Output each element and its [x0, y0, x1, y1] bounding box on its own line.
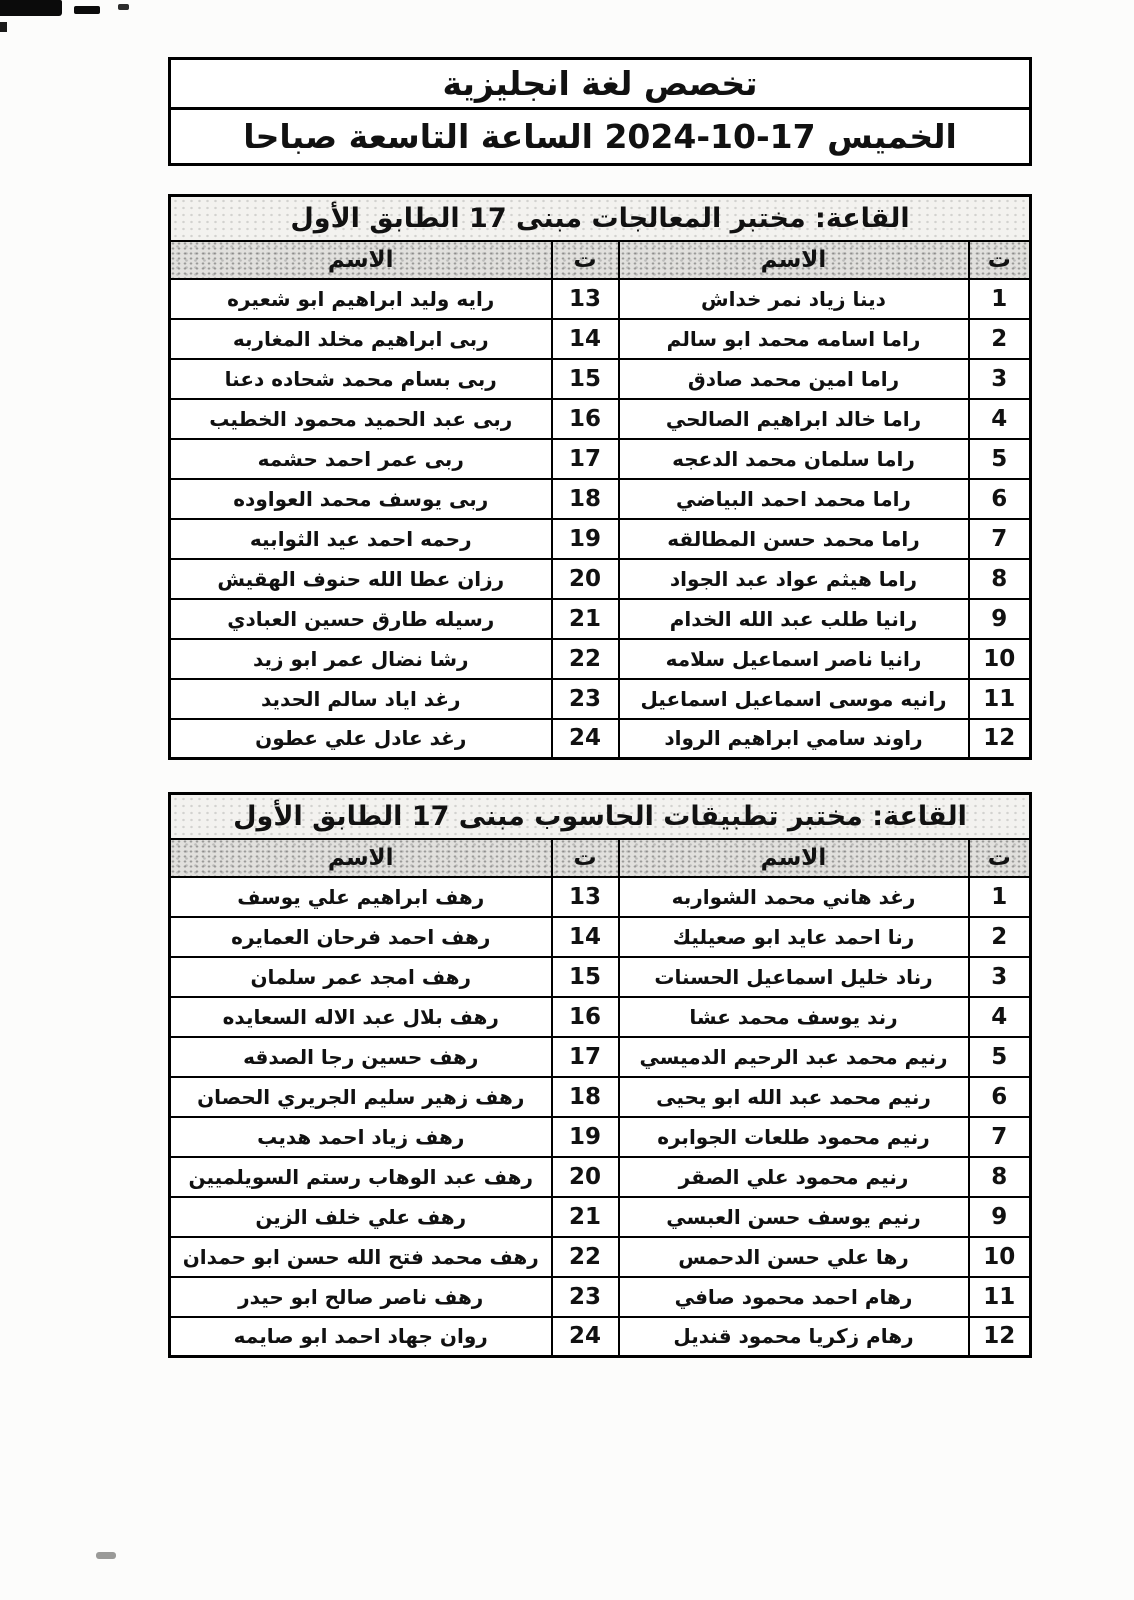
student-name: راما محمد حسن المطالقه: [619, 519, 969, 559]
col-header-name: الاسم: [619, 241, 969, 279]
seat-number: 4: [969, 997, 1031, 1037]
student-name: رها علي حسن الدحمس: [619, 1237, 969, 1277]
seat-number: 13: [552, 279, 619, 319]
col-header-num: ت: [552, 241, 619, 279]
seat-number: 10: [969, 639, 1031, 679]
seat-number: 14: [552, 917, 619, 957]
table-row: [170, 439, 1031, 479]
student-name: رهام زكريا محمود قنديل: [619, 1317, 969, 1357]
table-row: [170, 559, 1031, 599]
student-name: رهف ناصر صالح ابو حيدر: [170, 1277, 552, 1317]
seat-number: 8: [969, 559, 1031, 599]
student-name: رهف احمد فرحان العمايره: [170, 917, 552, 957]
seat-number: 9: [969, 1197, 1031, 1237]
student-name: ربى عمر احمد حشمه: [170, 439, 552, 479]
student-name: ربى ابراهيم مخلد المغاربه: [170, 319, 552, 359]
col-header-name: الاسم: [170, 241, 552, 279]
seat-number: 21: [552, 1197, 619, 1237]
student-name: راما اسامه محمد ابو سالم: [619, 319, 969, 359]
student-name: رغد اياد سالم الحديد: [170, 679, 552, 719]
student-name: رهف حسين رجا الصدقه: [170, 1037, 552, 1077]
seat-number: 10: [969, 1237, 1031, 1277]
seat-number: 20: [552, 559, 619, 599]
seat-number: 16: [552, 997, 619, 1037]
scan-artifact: [118, 4, 129, 10]
col-header-num: ت: [552, 839, 619, 877]
student-name: رناد خليل اسماعيل الحسنات: [619, 957, 969, 997]
seat-number: 9: [969, 599, 1031, 639]
seat-number: 24: [552, 719, 619, 759]
table-row: [170, 359, 1031, 399]
seat-number: 24: [552, 1317, 619, 1357]
student-name: ربى عبد الحميد محمود الخطيب: [170, 399, 552, 439]
student-name: رهف ابراهيم علي يوسف: [170, 877, 552, 917]
student-name: رانيه موسى اسماعيل اسماعيل: [619, 679, 969, 719]
scan-artifact: [96, 1552, 116, 1559]
student-name: روان جهاد احمد ابو صايمه: [170, 1317, 552, 1357]
seat-number: 2: [969, 319, 1031, 359]
student-name: راما هيثم عواد عبد الجواد: [619, 559, 969, 599]
col-header-name: الاسم: [170, 839, 552, 877]
student-name: رند يوسف محمد عشا: [619, 997, 969, 1037]
seat-number: 19: [552, 519, 619, 559]
seat-number: 18: [552, 1077, 619, 1117]
seat-number: 14: [552, 319, 619, 359]
room-title-row: [170, 196, 1031, 241]
student-name: ربى يوسف محمد العواوده: [170, 479, 552, 519]
table-row: [170, 1197, 1031, 1237]
student-name: رغد عادل علي عطون: [170, 719, 552, 759]
seat-number: 11: [969, 679, 1031, 719]
student-name: رهام احمد محمود صافي: [619, 1277, 969, 1317]
scan-artifact: [74, 6, 100, 14]
student-name: رانيا طلب عبد الله الخدام: [619, 599, 969, 639]
student-name: رهف بلال عبد الاله السعايده: [170, 997, 552, 1037]
table-row: [170, 639, 1031, 679]
table-row: [170, 319, 1031, 359]
seat-number: 5: [969, 1037, 1031, 1077]
seat-number: 22: [552, 639, 619, 679]
roster-table-processors-lab: [168, 194, 1032, 760]
scan-artifact: [0, 0, 62, 16]
student-name: رهف علي خلف الزين: [170, 1197, 552, 1237]
seat-number: 2: [969, 917, 1031, 957]
seat-number: 17: [552, 439, 619, 479]
seat-number: 11: [969, 1277, 1031, 1317]
table-row: [170, 1117, 1031, 1157]
room-title-row: [170, 794, 1031, 839]
student-name: راما امين محمد صادق: [619, 359, 969, 399]
seat-number: 13: [552, 877, 619, 917]
student-name: رشا نضال عمر ابو زيد: [170, 639, 552, 679]
student-name: رنيم يوسف حسن العبسي: [619, 1197, 969, 1237]
seat-number: 22: [552, 1237, 619, 1277]
seat-number: 3: [969, 957, 1031, 997]
student-name: رهف امجد عمر سلمان: [170, 957, 552, 997]
col-header-num: ت: [969, 241, 1031, 279]
student-name: رنا احمد عايد ابو صعيليك: [619, 917, 969, 957]
seat-number: 18: [552, 479, 619, 519]
table-row: [170, 279, 1031, 319]
student-name: رنيم محمد عبد الله ابو يحيى: [619, 1077, 969, 1117]
table-row: [170, 399, 1031, 439]
column-header-row: [170, 839, 1031, 877]
seat-number: 23: [552, 679, 619, 719]
student-name: راما خالد ابراهيم الصالحي: [619, 399, 969, 439]
student-name: رهف زهير سليم الجريري الحصان: [170, 1077, 552, 1117]
seat-number: 6: [969, 1077, 1031, 1117]
student-name: دينا زياد نمر خداش: [619, 279, 969, 319]
student-name: رحمه احمد عيد الثوابيه: [170, 519, 552, 559]
table-row: [170, 599, 1031, 639]
seat-number: 17: [552, 1037, 619, 1077]
student-name: رايه وليد ابراهيم ابو شعيره: [170, 279, 552, 319]
roster-rows: [170, 877, 1031, 1357]
student-name: رنيم محمود علي الصقر: [619, 1157, 969, 1197]
seat-number: 7: [969, 1117, 1031, 1157]
seat-number: 3: [969, 359, 1031, 399]
roster-rows: [170, 279, 1031, 759]
seat-number: 20: [552, 1157, 619, 1197]
col-header-name: الاسم: [619, 839, 969, 877]
table-row: [170, 997, 1031, 1037]
student-name: رانيا ناصر اسماعيل سلامه: [619, 639, 969, 679]
table-row: [170, 1277, 1031, 1317]
room-title: القاعة: مختبر تطبيقات الحاسوب مبنى 17 الطابق الأول: [170, 794, 1031, 839]
student-name: رنيم محمود طلعات الجوابره: [619, 1117, 969, 1157]
seat-number: 12: [969, 719, 1031, 759]
table-row: [170, 479, 1031, 519]
student-name: رسيله طارق حسين العبادي: [170, 599, 552, 639]
page-title: تخصص لغة انجليزية: [171, 60, 1029, 110]
roster-table-computer-apps-lab: [168, 792, 1032, 1358]
title-block: [168, 57, 1032, 166]
student-name: رهف عبد الوهاب رستم السويلميين: [170, 1157, 552, 1197]
student-name: رهف محمد فتح الله حسن ابو حمدان: [170, 1237, 552, 1277]
column-header-row: [170, 241, 1031, 279]
seat-number: 15: [552, 957, 619, 997]
table-row: [170, 1237, 1031, 1277]
student-name: راما سلمان محمد الدعجه: [619, 439, 969, 479]
student-name: رنيم محمد عبد الرحيم الدميسي: [619, 1037, 969, 1077]
scan-artifact: [0, 22, 7, 32]
seat-number: 6: [969, 479, 1031, 519]
seat-number: 23: [552, 1277, 619, 1317]
student-name: رهف زياد احمد هديب: [170, 1117, 552, 1157]
student-name: رزان عطا الله حنوف الهقيش: [170, 559, 552, 599]
table-row: [170, 1077, 1031, 1117]
table-row: [170, 877, 1031, 917]
seat-number: 1: [969, 279, 1031, 319]
table-row: [170, 1317, 1031, 1357]
seat-number: 12: [969, 1317, 1031, 1357]
table-row: [170, 1157, 1031, 1197]
room-title: القاعة: مختبر المعالجات مبنى 17 الطابق الأول: [170, 196, 1031, 241]
seat-number: 21: [552, 599, 619, 639]
seat-number: 4: [969, 399, 1031, 439]
seat-number: 19: [552, 1117, 619, 1157]
col-header-num: ت: [969, 839, 1031, 877]
seat-number: 1: [969, 877, 1031, 917]
seat-number: 7: [969, 519, 1031, 559]
student-name: ربى بسام محمد شحاده دعنا: [170, 359, 552, 399]
table-row: [170, 1037, 1031, 1077]
student-name: رغد هاني محمد الشواربه: [619, 877, 969, 917]
seat-number: 15: [552, 359, 619, 399]
table-row: [170, 719, 1031, 759]
table-row: [170, 679, 1031, 719]
table-row: [170, 957, 1031, 997]
document-content: [168, 57, 1032, 1358]
student-name: راوند سامي ابراهيم الرواد: [619, 719, 969, 759]
table-row: [170, 917, 1031, 957]
table-row: [170, 519, 1031, 559]
seat-number: 5: [969, 439, 1031, 479]
student-name: راما محمد احمد البياضي: [619, 479, 969, 519]
seat-number: 8: [969, 1157, 1031, 1197]
exam-datetime: الخميس 17-10-2024 الساعة التاسعة صباحا: [243, 117, 957, 156]
seat-number: 16: [552, 399, 619, 439]
